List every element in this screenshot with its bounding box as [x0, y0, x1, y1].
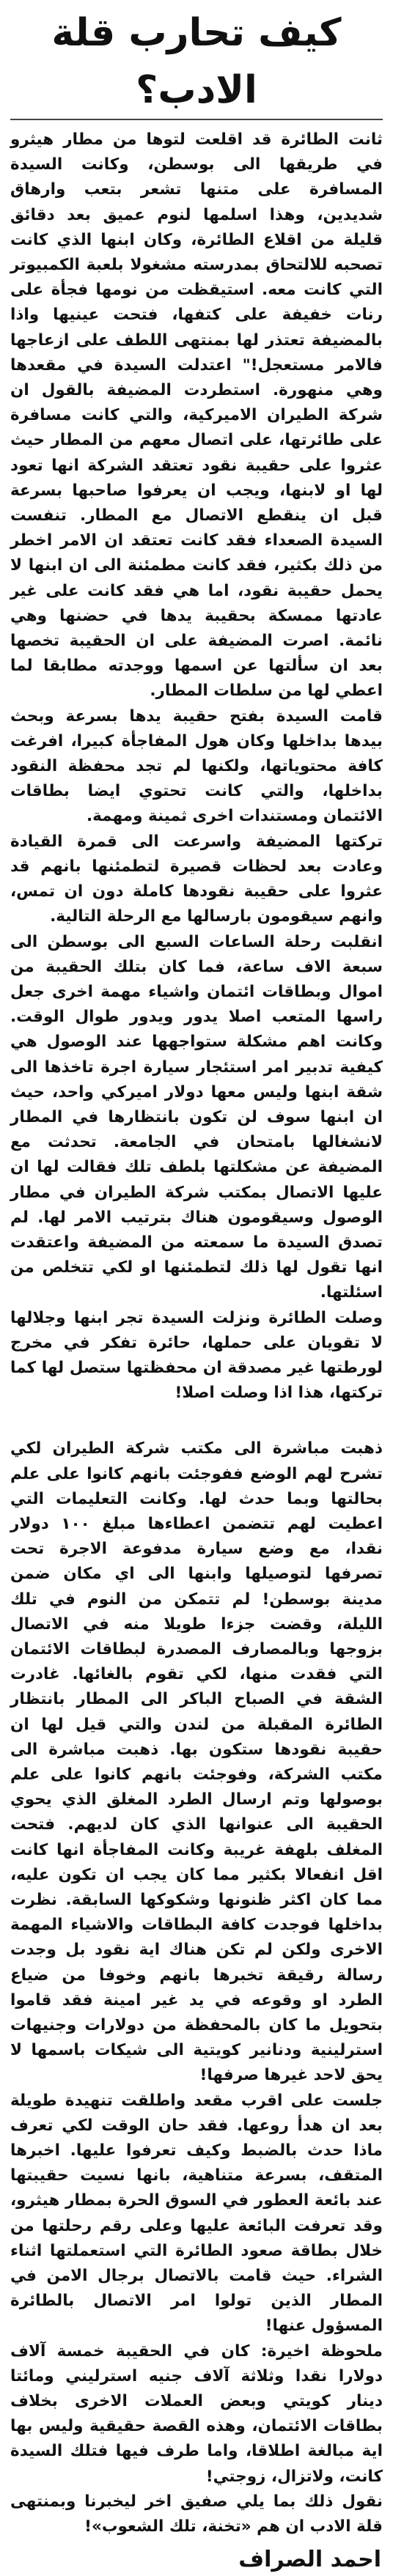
- section-break: [10, 1406, 383, 1436]
- newspaper-page: [0, 4, 393, 2573]
- headline-divider: [10, 119, 383, 120]
- article-headline: كيف تحارب قلة الادب؟: [51, 11, 342, 112]
- article-paragraph: جلست على اقرب مقعد واطلقت تنهيدة طويلة بعد ان هدأ روعها. فقد حان الوقت لكي تعرف ماذا حدث بالضبط وكيف تعرفوا عليها. اخبرها المتقف، بسرعة متناهية، بانها نسيت حقيبتها عند بائعة العطور في السوق الحرة بمطار هيثرو، وقد تعرفت البائعة عليها وعلى رقم رحلتها من خلال بطاقة صعود الطائرة التي استعملتها اثناء الشراء. حيث قامت بالاتصال برجال الامن في المطار الذين تولوا امر الاتصال بالطائرة المسؤول عنها!: [10, 2091, 383, 2336]
- article-paragraph: قامت السيدة بفتح حقيبة يدها بسرعة وبحث بيدها بداخلها وكان هول المفاجأة كبيرا، افرغت كافة محتوياتها، ولكنها لم تجد محفظة النقود بداخلها، والتي كانت تحتوي ايضا بطاقات الائتمان ومستندات اخرى ثمينة ومهمة.: [10, 706, 383, 826]
- author-byline: احمد الصراف: [238, 2547, 381, 2573]
- article-paragraph: ذهبت مباشرة الى مكتب شركة الطيران لكي تشرح لهم الوضع ففوجئت بانهم كانوا على علم بحالتها وبما حدث لها. وكانت التعليمات التي اعطيت لهم تتضمن اعطاءها مبلغ ١٠٠ دولار نقدا، مع وضع سيارة مدفوعة الاجرة تحت تصرفها لتوصيلها وابنها الى اي مكان ضمن مدينة بوسطن! لم تتمكن من النوم في تلك الليلة، وقضت جزءا طويلا منه في الاتصال بزوجها وبالمصارف المصدرة لبطاقات الائتمان التي فقدت منها، لكي تقوم بالغائها. غادرت الشقة في الصباح الباكر الى المطار بانتظار الطائرة المقبلة من لندن والتي قيل لها ان حقيبة نقودها ستكون بها. ذهبت مباشرة الى مكتب الشركة، وفوجئت بانهم كانوا على علم بوصولها وتم ارسال الطرد المغلق الذي يحوي الحقيبة الى عنوانها الذي كان لديهم. فتحت المغلف بلهفة غريبة وكانت المفاجأة انها كانت اقل انفعالا بكثير مما كان يجب ان تكون عليه، مما كان اكثر ظنونها وشكوكها السابقة. نظرت بداخلها فوجدت كافة البطاقات والاشياء المهمة الاخرى ولكن لم تكن هناك اية نقود بل وجدت رسالة رقيقة تخبرها بانهم وخوفا من ضياع الطرد او وقوعه في يد غير امينة فقد قاموا بتحويل ما كان بالمحفظة من دولارات وجنيهات استرلينية ودنانير كويتية الى شيكات باسمها لا يحق لاحد غيرها صرفها!: [10, 1439, 383, 2085]
- article-paragraph: تركتها المضيفة واسرعت الى قمرة القيادة وعادت بعد لحظات قصيرة لتطمئنها بانهم قد عثروا على حقيبة نقودها كاملة دون ان تمس، وانهم سيقومون بارسالها مع الرحلة التالية.: [10, 832, 383, 926]
- article-paragraph: انقلبت رحلة الساعات السبع الى بوسطن الى سبعة الاف ساعة، فما كان بتلك الحقيبة من اموال وبطاقات ائتمان واشياء مهمة اخرى جعل راسها المتعب اصلا يدور ويدور طوال الوقت. وكانت اهم مشكلة ستواجهها عند الوصول هي كيفية تدبير امر استئجار سيارة اجرة تاخذها الى شقة ابنها وليس معها دولار اميركي واحد، حيث ان ابنها سوف لن تكون بانتظارها في المطار لانشغالها بامتحان في الجامعة. تحدثت مع المضيفة عن مشكلتها بلطف تلك فقالت لها ان عليها الاتصال بمكتب شركة الطيران في مطار الوصول وسيقومون هناك بترتيب الامر لها. لم تصدق السيدة ما سمعته من المضيفة واعتقدت انها تقول لها ذلك لتطمئنها او لكي تتخلص من اسئلتها.: [10, 932, 383, 1302]
- article-body: [10, 128, 383, 2539]
- article-paragraph: نقول ذلك بما يلي صفيق اخر ليخبرنا وبمنتهى قلة الادب ان هم «تخنة، تلك الشعوب»!: [10, 2492, 383, 2536]
- article-paragraph: ملحوظة اخيرة: كان في الحقيبة خمسة آلاف دولارا نقدا وثلاثة آلاف جنيه استرليني ومائتا دينار كويتي وبعض العملات الاخرى بخلاف بطاقات الائتمان، وهذه القصة حقيقية وليس بها اية مبالغة اطلاقا، واما طرف فيها فتلك السيدة كانت، ولاتزال، زوجتي!: [10, 2341, 383, 2486]
- article-paragraph: ثانت الطائرة قد اقلعت لتوها من مطار هيثرو في طريقها الى بوسطن، وكانت السيدة المسافرة على متنها تشعر بتعب وارهاق شديدين، وهذا اسلمها لنوم عميق بعد دقائق قليلة من اقلاع الطائرة، وكان ابنها الذي كانت تصحبه للالتحاق بمدرسته مشغولا بلعبة الكمبيوتر التي كانت معه. استيقظت من نومها فجأة على رنات خفيفة على كتفها، فتحت عينيها واذا بالمضيفة تعتذر لها بمنتهى اللطف على ازعاجها فالامر مستعجل!" اعتدلت السيدة في مقعدها وهي منهورة. استطردت المضيفة بالقول ان شركة الطيران الاميركية، والتي كانت مسافرة على طائرتها، على اتصال معهم من المطار حيث عثروا على حقيبة نقود تعتقد الشركة انها تعود لها او لابنها، ويجب ان يعرفوا صاحبها بسرعة قبل ان ينقطع الاتصال مع المطار. تنفست السيدة الصعداء فقد كانت تعتقد ان الامر اخطر من ذلك بكثير، فقد كانت مطمئنة الى ان ابنها لا يحمل حقيبة نقود، اما هي فقد كانت على غير عادتها ممسكة بحقيبة يدها في حضنها وهي نائمة. اصرت المضيفة على ان الحقيبة تخصها بعد ان سألتها عن اسمها ووجدته مطابقا لما اعطي لها من سلطات المطار.: [10, 130, 383, 701]
- article-paragraph: وصلت الطائرة ونزلت السيدة تجر ابنها وجلالها لا تقويان على حملها، حائرة تفكر في مخرج لورطتها غير مصدقة ان محفظتها ستصل لها كما تركتها، هذا اذا وصلت اصلا!: [10, 1308, 383, 1403]
